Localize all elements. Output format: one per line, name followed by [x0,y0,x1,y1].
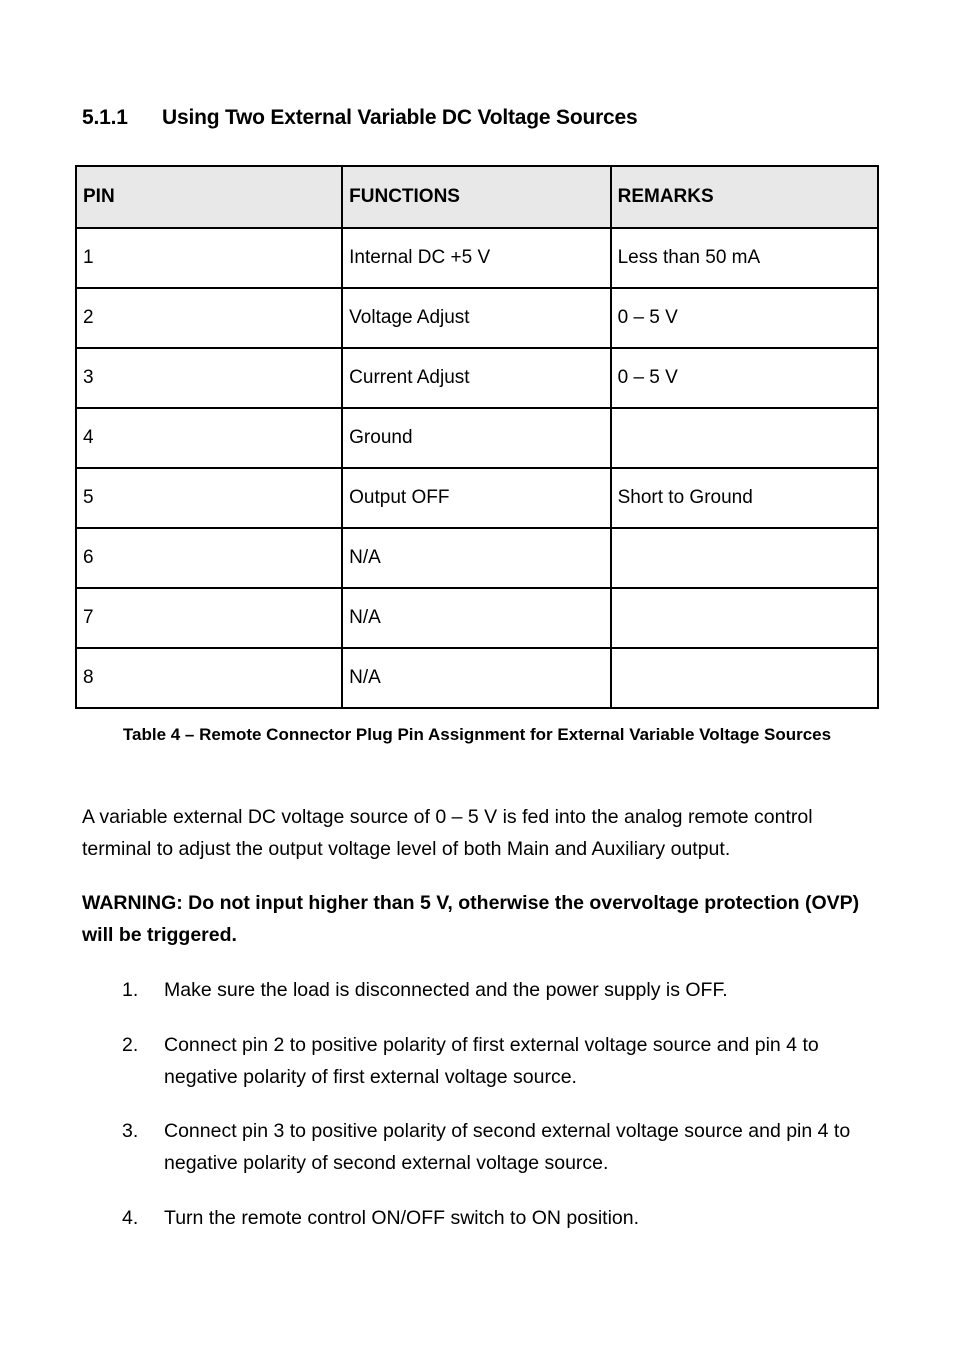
step-number: 1. [122,979,139,1001]
pin-assignment-table [75,165,879,709]
body-paragraph: A variable external DC voltage source of 0 – 5 V is fed into the analog remote control terminal to adjust the output voltage level of both Main and Auxiliary output. [82,806,813,860]
list-item [122,1029,882,1093]
step-number: 2. [122,1034,139,1056]
step-text: Make sure the load is disconnected and the power supply is OFF. [164,979,728,1001]
step-number: 4. [122,1207,139,1229]
step-text: Connect pin 3 to positive polarity of second external voltage source and pin 4 to negative polarity of second external voltage source. [164,1120,851,1174]
cell-function: N/A [342,648,610,708]
cell-remark: 0 – 5 V [611,348,878,408]
table-row [76,348,878,408]
section-heading [82,106,638,130]
cell-pin: 3 [76,348,342,408]
table-row [76,528,878,588]
step-text: Connect pin 2 to positive polarity of first external voltage source and pin 4 to negative polarity of first external voltage source. [164,1034,819,1088]
cell-remark [611,648,878,708]
table-header-row [76,166,878,228]
cell-function: Ground [342,408,610,468]
table-row [76,648,878,708]
list-item [122,1202,882,1234]
cell-remark [611,588,878,648]
table-row [76,588,878,648]
section-title: Using Two External Variable DC Voltage Sources [162,106,638,129]
header-pin: PIN [76,166,342,228]
cell-function: Current Adjust [342,348,610,408]
table-row [76,468,878,528]
cell-remark: 0 – 5 V [611,288,878,348]
cell-function: Internal DC +5 V [342,228,610,288]
table-caption: Table 4 – Remote Connector Plug Pin Assignment for External Variable Voltage Sources [122,725,832,744]
cell-pin: 4 [76,408,342,468]
list-item [122,1115,882,1179]
step-text: Turn the remote control ON/OFF switch to ON position. [164,1207,640,1229]
cell-pin: 1 [76,228,342,288]
table-row [76,408,878,468]
table-row [76,288,878,348]
cell-remark: Short to Ground [611,468,878,528]
cell-pin: 7 [76,588,342,648]
section-number: 5.1.1 [82,106,128,129]
step-number: 3. [122,1120,139,1142]
cell-pin: 8 [76,648,342,708]
cell-function: N/A [342,528,610,588]
cell-remark: Less than 50 mA [611,228,878,288]
header-remarks: REMARKS [611,166,878,228]
cell-pin: 6 [76,528,342,588]
cell-remark [611,528,878,588]
cell-pin: 5 [76,468,342,528]
warning-text: WARNING: Do not input higher than 5 V, otherwise the overvoltage protection (OVP) will be triggered. [82,892,860,946]
cell-function: Output OFF [342,468,610,528]
table-row [76,228,878,288]
cell-function: Voltage Adjust [342,288,610,348]
header-functions: FUNCTIONS [342,166,610,228]
cell-pin: 2 [76,288,342,348]
list-item [122,974,882,1006]
cell-function: N/A [342,588,610,648]
cell-remark [611,408,878,468]
